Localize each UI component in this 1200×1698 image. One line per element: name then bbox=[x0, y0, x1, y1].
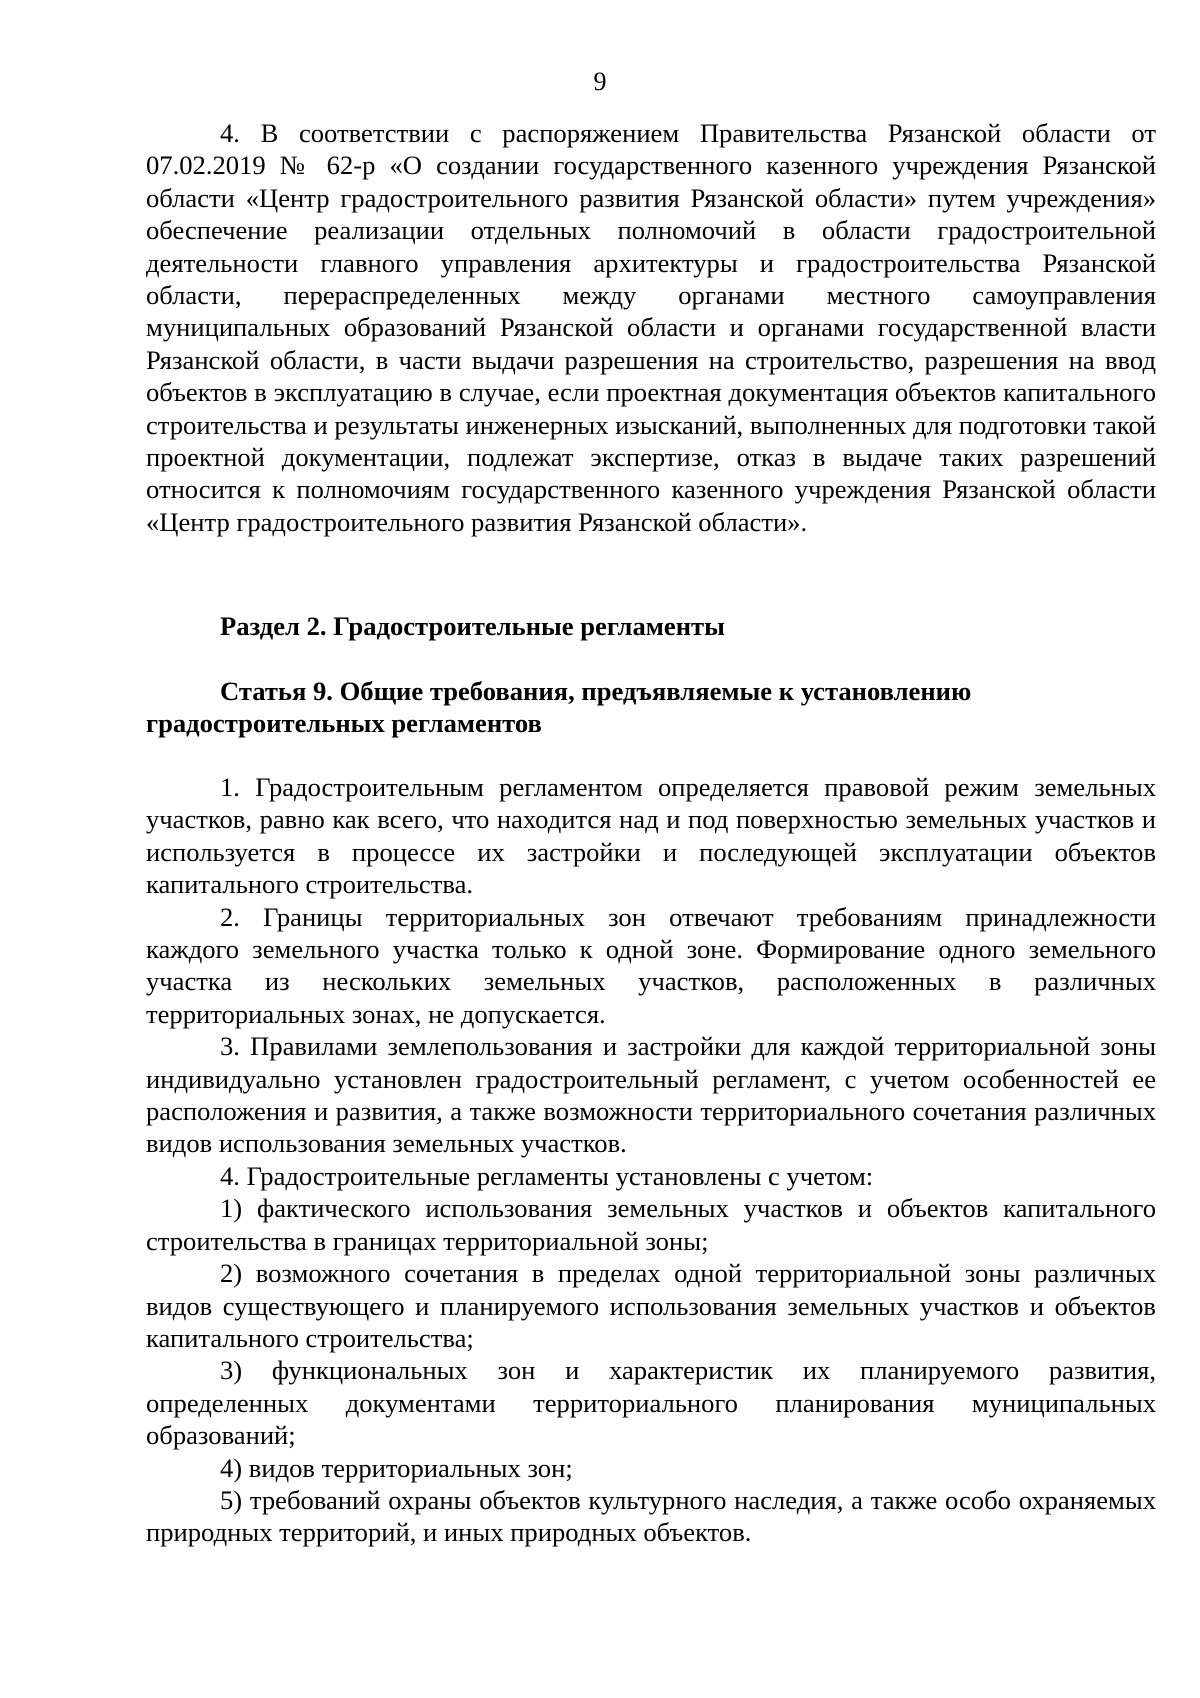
page-number: 9 bbox=[593, 67, 607, 96]
intro-block bbox=[146, 117, 1156, 538]
article-paragraph-4: 4. Градостроительные регламенты установлены с учетом: bbox=[220, 1160, 874, 1191]
article-paragraph-3: 3. Правилами землепользования и застройки для каждой территориальной зоны индивидуально установлен градостроительный регламент, с учетом особенностей ее расположения и развития, а также возможности территориального сочетания различных видов использования земельных участков. bbox=[146, 1031, 1156, 1159]
section-heading: Раздел 2. Градостроительные регламенты bbox=[220, 611, 725, 641]
intro-paragraph-4: 4. В соответствии с распоряжением Правительства Рязанской области от 07.02.2019 № 62-р «О создании государственного казенного учреждения Рязанской области «Центр градостроительного развития Рязанской области» путем учреждения» обеспечение реализации отдельных полномочий в области градостроительной деятельности главного управления архитектуры и градостроительства Рязанской области, перераспределенных между органами местного самоуправления муниципальных образований Рязанской области и органами государственной власти Рязанской области, в части выдачи разрешения на строительство, разрешения на ввод объектов в эксплуатацию в случае, если проектная документация объектов капитального строительства и результаты инженерных изысканий, выполненных для подготовки такой проектной документации, подлежат экспертизе, отказ в выдаче таких разрешений относится к полномочиям государственного казенного учреждения Рязанской области «Центр градостроительного развития Рязанской области». bbox=[146, 118, 1156, 537]
list-item-4: 4) видов территориальных зон; bbox=[220, 1452, 573, 1483]
article-heading: Статья 9. Общие требования, предъявляемые к установлению градостроительных регламентов bbox=[146, 676, 972, 739]
article-body bbox=[146, 771, 1156, 1549]
list-item-3: 3) функциональных зон и характеристик их планируемого развития, определенных документами территориального планирования муниципальных образований; bbox=[146, 1355, 1156, 1451]
article-paragraph-2: 2. Границы территориальных зон отвечают требованиям принадлежности каждого земельного участка только к одной зоне. Формирование одного земельного участка из нескольких земельных участков, расположенных в различных территориальных зонах, не допускается. bbox=[146, 901, 1156, 1029]
list-item-2: 2) возможного сочетания в пределах одной территориальной зоны различных видов существующего и планируемого использования земельных участков и объектов капитального строительства; bbox=[146, 1258, 1156, 1353]
list-item-5: 5) требований охраны объектов культурного наследия, а также особо охраняемых природных территорий, и иных природных объектов. bbox=[146, 1484, 1156, 1548]
article-paragraph-1: 1. Градостроительным регламентом определяется правовой режим земельных участков, равно как всего, что находится над и под поверхностью земельных участков и используется в процессе их застройки и последующей эксплуатации объектов капитального строительства. bbox=[146, 772, 1156, 900]
list-item-1: 1) фактического использования земельных участков и объектов капитального строительства в границах территориальной зоны; bbox=[146, 1193, 1156, 1256]
